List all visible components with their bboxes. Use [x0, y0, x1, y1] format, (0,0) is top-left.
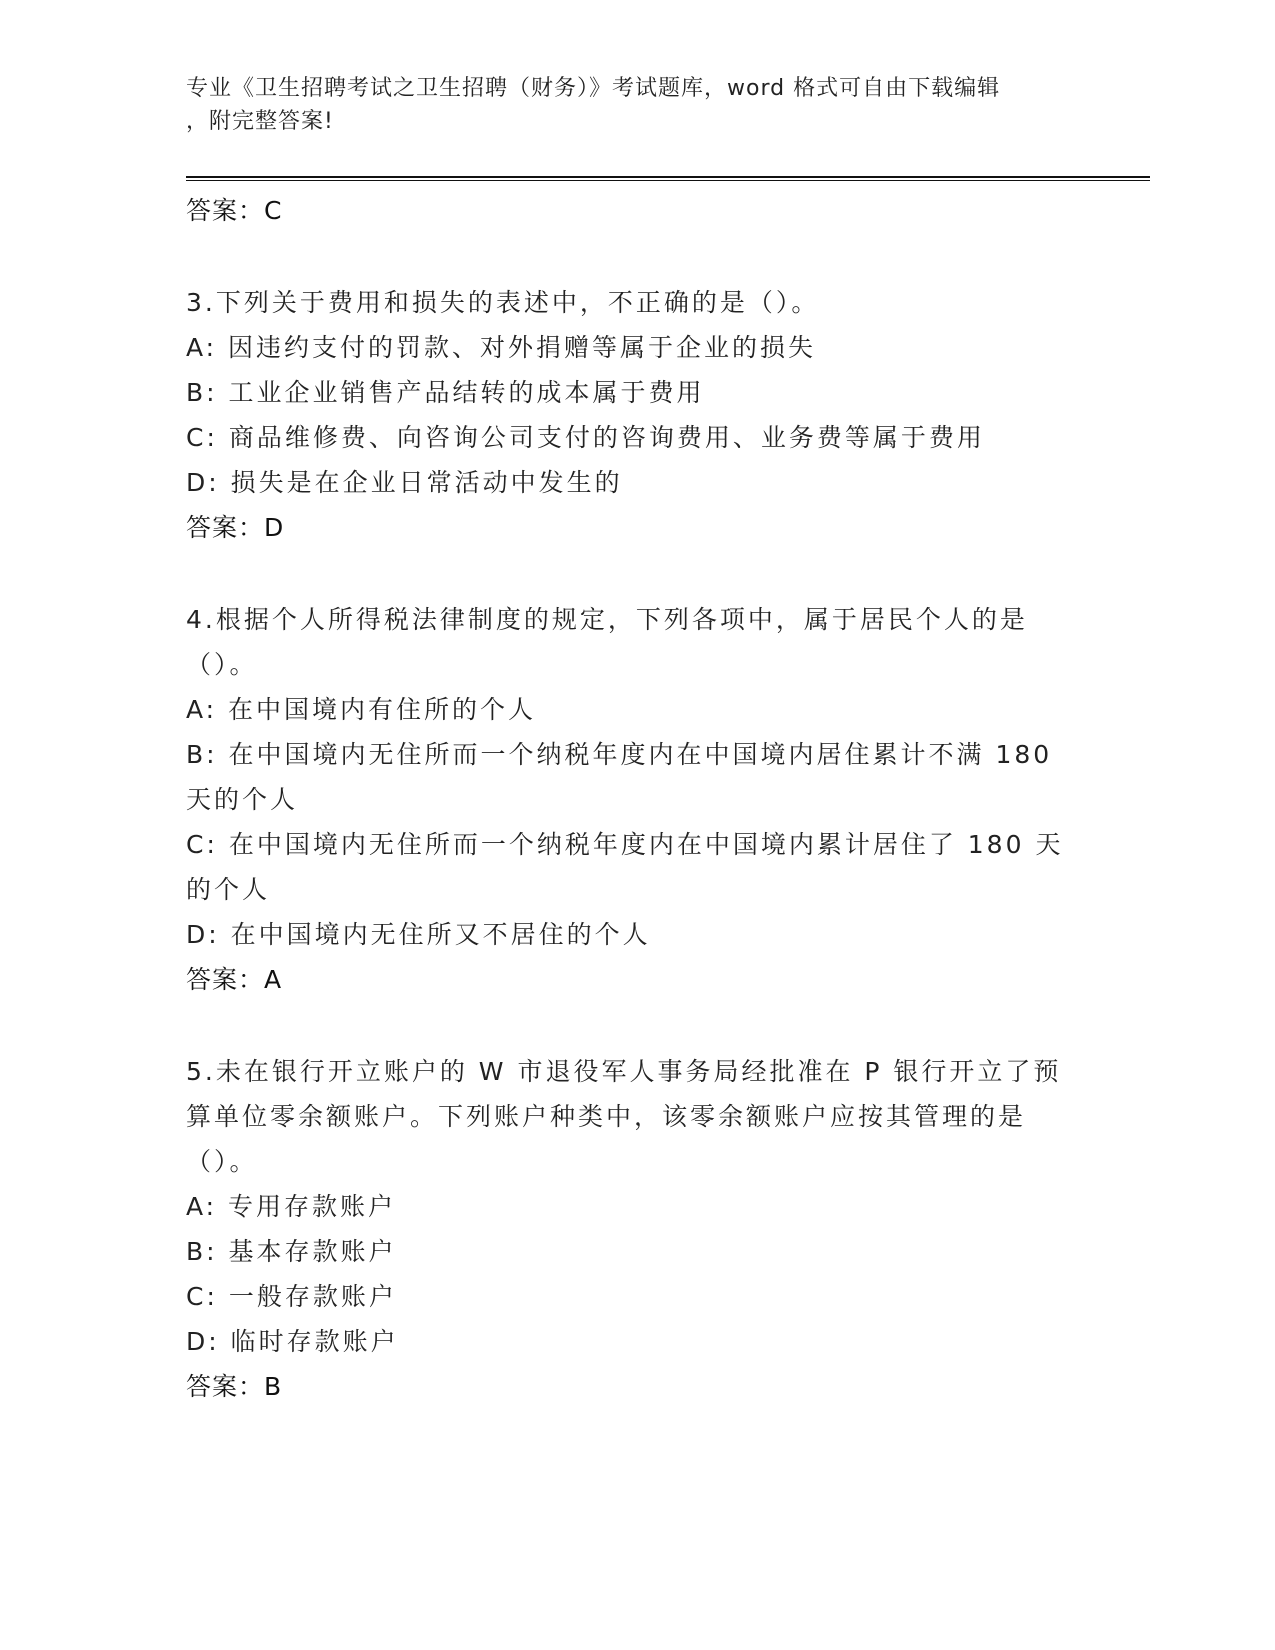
header-divider	[186, 176, 1150, 181]
question-3-option-d: D: 损失是在企业日常活动中发生的	[186, 468, 623, 497]
answer-previous: 答案：C	[186, 196, 283, 225]
question-5-stem-line-1: 5.未在银行开立账户的 W 市退役军人事务局经批准在 P 银行开立了预	[186, 1057, 1062, 1086]
question-3	[186, 280, 1086, 550]
question-4-option-b-line-2: 天的个人	[186, 785, 299, 814]
question-5-stem-line-3: （）。	[186, 1147, 258, 1176]
question-5-option-c: C: 一般存款账户	[186, 1282, 397, 1311]
question-3-option-a: A: 因违约支付的罚款、对外捐赠等属于企业的损失	[186, 333, 817, 362]
question-4-option-d: D: 在中国境内无住所又不居住的个人	[186, 920, 651, 949]
question-4-option-b-line-1: B: 在中国境内无住所而一个纳税年度内在中国境内居住累计不满 180	[186, 740, 1053, 769]
question-5-option-b: B: 基本存款账户	[186, 1237, 397, 1266]
question-4-stem-line-1: 4.根据个人所得税法律制度的规定，下列各项中，属于居民个人的是	[186, 605, 1028, 634]
question-5-option-a: A: 专用存款账户	[186, 1192, 397, 1221]
header-line-2: ，附完整答案!	[186, 109, 334, 134]
question-4-option-a: A: 在中国境内有住所的个人	[186, 695, 537, 724]
question-3-stem: 3.下列关于费用和损失的表述中，不正确的是（）。	[186, 288, 820, 317]
question-4-option-c-line-2: 的个人	[186, 875, 271, 904]
question-4	[186, 597, 1086, 1002]
question-3-option-c: C: 商品维修费、向咨询公司支付的咨询费用、业务费等属于费用	[186, 423, 985, 452]
header-line-1: 专业《卫生招聘考试之卫生招聘（财务）》考试题库，word 格式可自由下载编辑	[186, 76, 1001, 101]
question-5-option-d: D: 临时存款账户	[186, 1327, 399, 1356]
question-5-stem-line-2: 算单位零余额账户。下列账户种类中，该零余额账户应按其管理的是	[186, 1102, 1027, 1131]
question-list	[186, 188, 1086, 1409]
question-3-option-b: B: 工业企业销售产品结转的成本属于费用	[186, 378, 705, 407]
question-4-answer: 答案：A	[186, 965, 283, 994]
question-4-stem-line-2: （）。	[186, 650, 258, 679]
question-5	[186, 1049, 1086, 1409]
question-4-option-c-line-1: C: 在中国境内无住所而一个纳税年度内在中国境内累计居住了 180 天	[186, 830, 1064, 859]
question-5-answer: 答案：B	[186, 1372, 283, 1401]
question-3-answer: 答案：D	[186, 513, 285, 542]
document-header	[186, 72, 1066, 138]
